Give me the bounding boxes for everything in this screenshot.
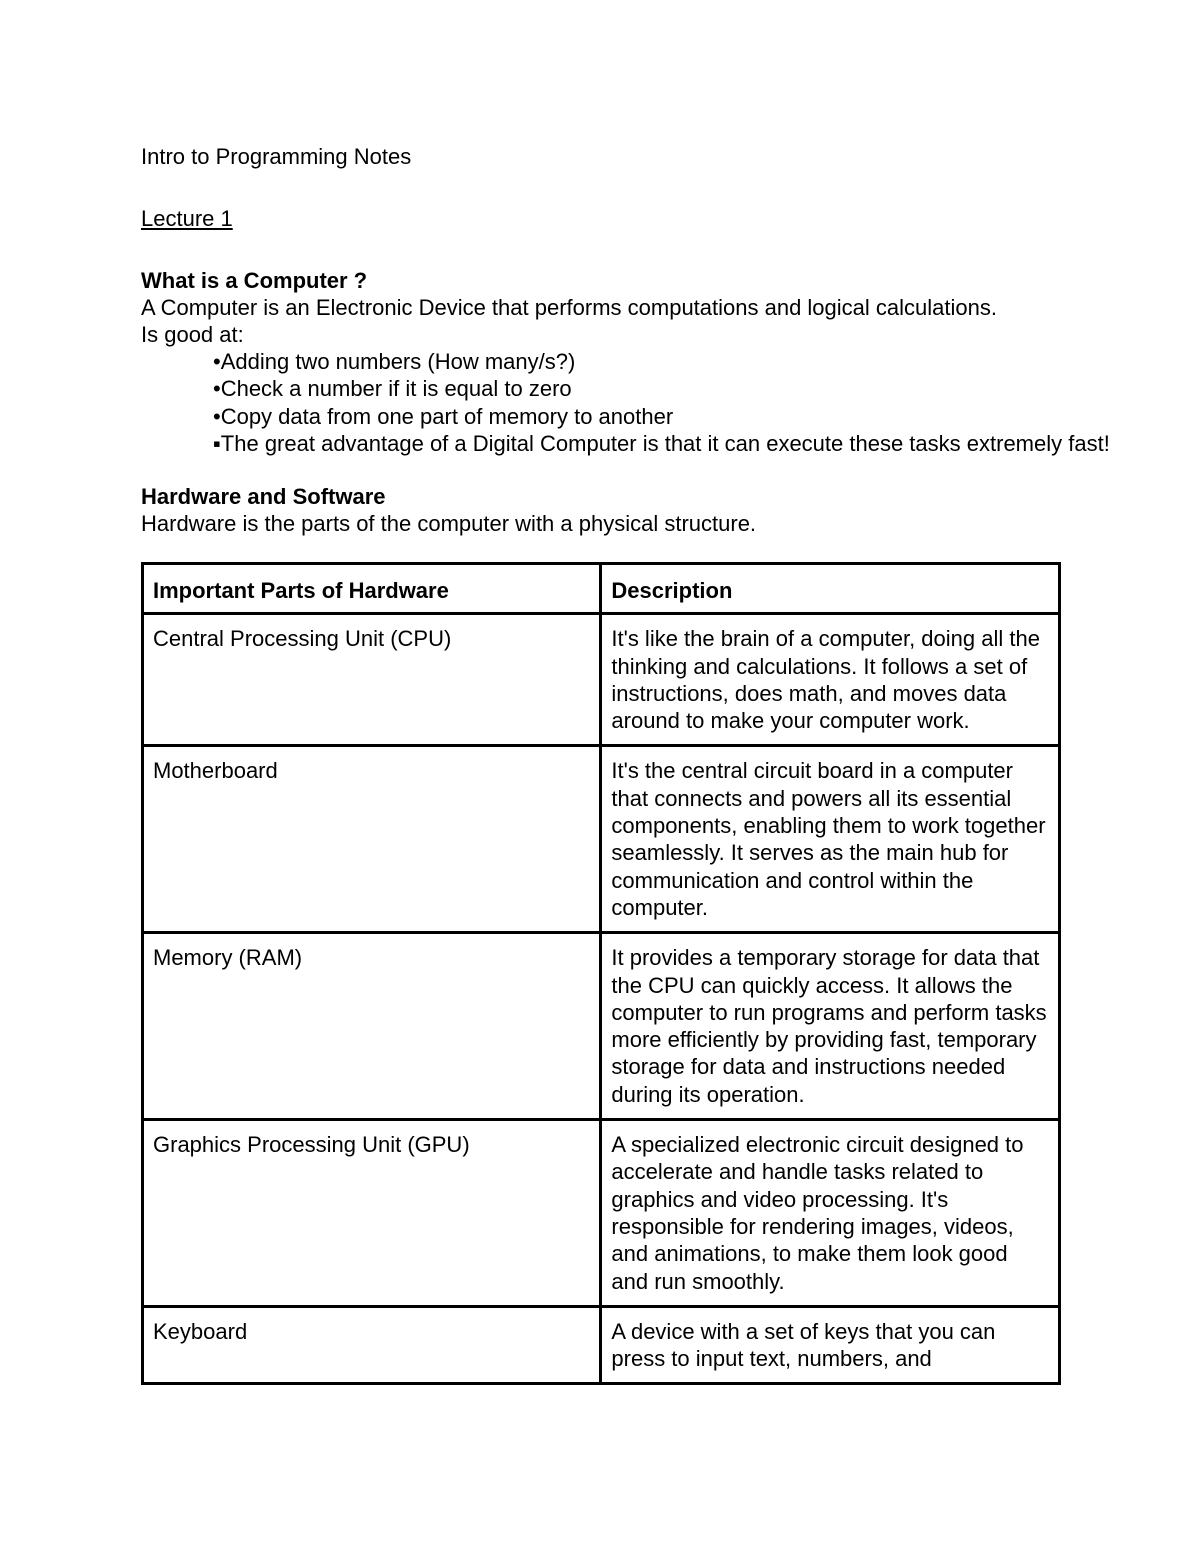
bullet-item: •Check a number if it is equal to zero [213,376,572,401]
good-at-label: Is good at: [141,322,244,347]
table-cell-part: Graphics Processing Unit (GPU) [143,1120,601,1307]
table-row [143,933,1060,1120]
table-header-row [143,564,1060,614]
table-header-description: Description [601,564,1060,614]
table-cell-description: It's like the brain of a computer, doing all the thinking and calculations. It follows a set of instructions, does math, and moves data around to make your computer work. [601,614,1060,746]
bullet-item: ▪The great advantage of a Digital Computer is that it can execute these tasks extremely fast! [213,431,1110,456]
section-heading-computer: What is a Computer ? [141,268,368,293]
table-cell-description: It's the central circuit board in a computer that connects and powers all its essential components, enabling them to work together seamlessly. It serves as the main hub for communication and control within the computer. [601,746,1060,933]
table-cell-description: A device with a set of keys that you can press to input text, numbers, and [601,1306,1060,1384]
computer-definition: A Computer is an Electronic Device that performs computations and logical calculations. [141,295,997,320]
table-header-parts: Important Parts of Hardware [143,564,601,614]
table-cell-part: Keyboard [143,1306,601,1384]
table-row [143,1306,1060,1384]
table-cell-part: Memory (RAM) [143,933,601,1120]
section-heading-hardware: Hardware and Software [141,484,386,509]
bullet-item: •Adding two numbers (How many/s?) [213,349,576,374]
hardware-definition: Hardware is the parts of the computer with a physical structure. [141,511,757,536]
table-cell-description: It provides a temporary storage for data that the CPU can quickly access. It allows the computer to run programs and perform tasks more efficiently by providing fast, temporary storage for data and instructions needed during its operation. [601,933,1060,1120]
table-cell-part: Central Processing Unit (CPU) [143,614,601,746]
table-cell-description: A specialized electronic circuit designed to accelerate and handle tasks related to graphics and video processing. It's responsible for rendering images, videos, and animations, to make them look good and run smoothly. [601,1120,1060,1307]
bullet-item: •Copy data from one part of memory to another [213,404,674,429]
lecture-heading: Lecture 1 [141,206,233,231]
document-title: Intro to Programming Notes [141,144,412,169]
table-row [143,746,1060,933]
table-row [143,1120,1060,1307]
table-row [143,614,1060,746]
table-cell-part: Motherboard [143,746,601,933]
hardware-table [141,562,1061,1385]
